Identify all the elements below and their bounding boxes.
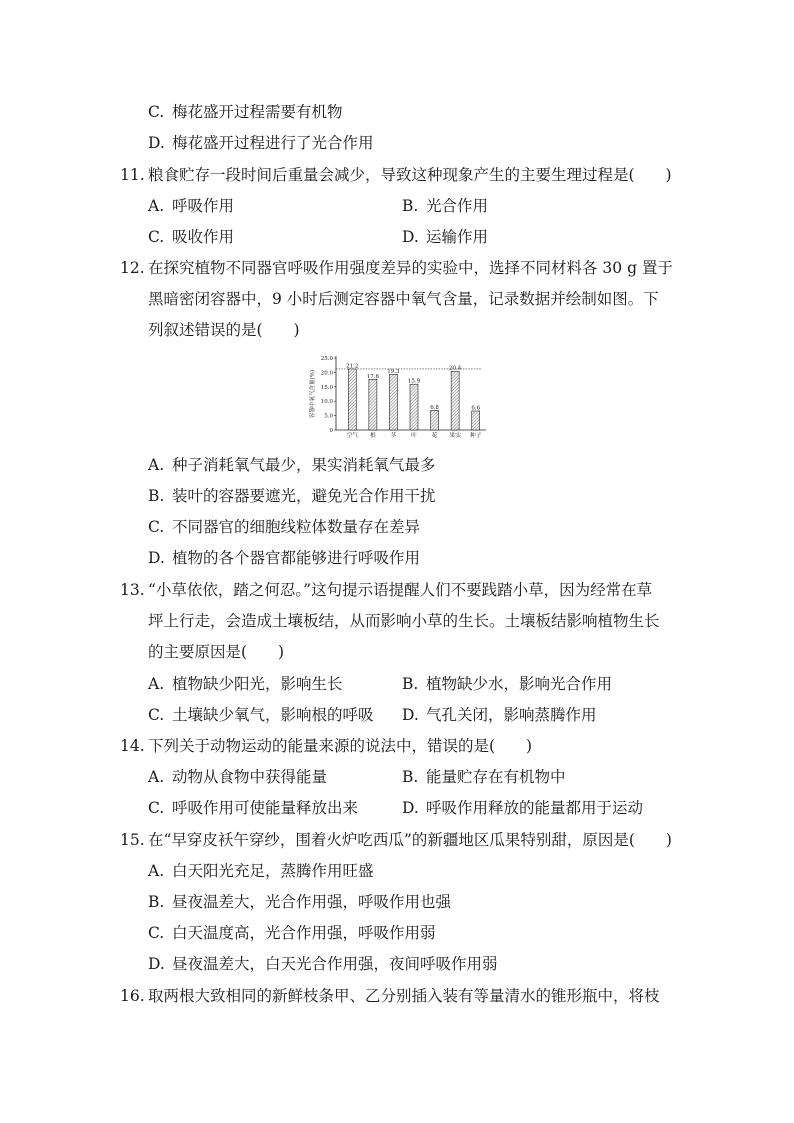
q11-option-b: B. 光合作用 <box>402 197 489 215</box>
q12-option-d: D. 植物的各个器官都能够进行呼吸作用 <box>148 549 421 567</box>
q13-stem-line-3: 的主要原因是( ) <box>148 643 285 661</box>
q11-number: 11. <box>120 166 145 184</box>
bar-花 <box>431 410 439 430</box>
q12-option-b: B. 装叶的容器要遮光，避免光合作用干扰 <box>148 487 436 505</box>
q16-stem: 取两根大致相同的新鲜枝条甲、乙分别插入装有等量清水的锥形瓶中，将枝 <box>148 987 660 1005</box>
q15-number: 15. <box>120 831 145 849</box>
q13-option-d: D. 气孔关闭，影响蒸腾作用 <box>402 706 597 724</box>
bar-value-label: 20.4 <box>449 365 462 372</box>
x-tick-label: 花 <box>431 433 438 439</box>
x-tick-label: 空气 <box>346 433 359 439</box>
bar-果实 <box>451 371 459 430</box>
q14-option-c: C. 呼吸作用可使能量释放出来 <box>148 799 359 817</box>
q11-option-c: C. 吸收作用 <box>148 228 235 246</box>
q16-number: 16. <box>120 987 145 1005</box>
q13-option-a: A. 植物缺少阳光，影响生长 <box>148 675 343 693</box>
q13-option-b: B. 植物缺少水，影响光合作用 <box>402 675 613 693</box>
oxygen-bar-chart <box>306 350 490 442</box>
q13-stem-line-1: “小草依依，踏之何忍。”这句提示语提醒人们不要践踏小草，因为经常在草 <box>148 581 653 599</box>
bar-value-label: 6.8 <box>430 404 439 411</box>
q10-option-d: D. 梅花盛开过程进行了光合作用 <box>148 134 374 152</box>
bar-value-label: 15.9 <box>407 378 421 385</box>
x-tick-label: 根 <box>369 433 376 439</box>
q11-option-d: D. 运输作用 <box>402 228 489 246</box>
bar-茎 <box>389 374 397 430</box>
q15-stem: 在“早穿皮袄午穿纱，围着火炉吃西瓜”的新疆地区瓜果特别甜，原因是( ) <box>148 831 672 849</box>
q13-stem-line-2: 坪上行走，会造成土壤板结，从而影响小草的生长。土壤板结影响植物生长 <box>148 612 660 630</box>
y-axis-label: 容器中氧气含量(%) <box>310 369 316 419</box>
q12-option-a: A. 种子消耗氧气最少，果实消耗氧气最多 <box>148 456 436 474</box>
bar-value-label: 21.2 <box>346 363 359 370</box>
bar-value-label: 6.6 <box>471 405 481 412</box>
q12-option-c: C. 不同器官的细胞线粒体数量存在差异 <box>148 518 421 536</box>
bar-value-label: 17.6 <box>366 373 379 380</box>
q11-option-a: A. 呼吸作用 <box>148 197 235 215</box>
y-tick-label: 25.0 <box>320 356 333 362</box>
y-tick-label: 20.0 <box>320 370 333 377</box>
q14-stem: 下列关于动物运动的能量来源的说法中，错误的是( ) <box>148 737 533 755</box>
q12-stem-line-3: 列叙述错误的是( ) <box>148 321 300 339</box>
x-tick-label: 叶 <box>411 433 417 439</box>
q13-number: 13. <box>120 581 145 599</box>
y-tick-label: 0 <box>329 428 333 434</box>
q14-option-b: B. 能量贮存在有机物中 <box>402 768 566 786</box>
x-tick-label: 种子 <box>469 433 482 439</box>
q12-stem-line-1: 在探究植物不同器官呼吸作用强度差异的实验中，选择不同材料各 30 g 置于 <box>148 259 673 277</box>
bar-根 <box>369 379 377 430</box>
q11-stem: 粮食贮存一段时间后重量会减少，导致这种现象产生的主要生理过程是( ) <box>148 166 672 184</box>
q14-option-a: A. 动物从食物中获得能量 <box>148 768 328 786</box>
x-tick-label: 茎 <box>390 433 397 439</box>
q15-option-c: C. 白天温度高，光合作用强，呼吸作用弱 <box>148 924 436 942</box>
x-tick-label: 果实 <box>449 433 461 439</box>
q15-option-b: B. 昼夜温差大，光合作用强，呼吸作用也强 <box>148 893 452 911</box>
y-tick-label: 10.0 <box>320 399 333 406</box>
y-tick-label: 5.0 <box>324 413 333 420</box>
bar-叶 <box>410 384 418 430</box>
q12-stem-line-2: 黑暗密闭容器中，9 小时后测定容器中氧气含量，记录数据并绘制如图。下 <box>148 290 659 308</box>
q10-option-c: C. 梅花盛开过程需要有机物 <box>148 103 343 121</box>
q12-number: 12. <box>120 259 145 277</box>
y-tick-label: 15.0 <box>320 384 333 391</box>
bar-空气 <box>348 369 356 430</box>
bar-value-label: 19.3 <box>387 368 400 375</box>
bar-种子 <box>472 411 480 430</box>
q15-option-d: D. 昼夜温差大，白天光合作用强，夜间呼吸作用弱 <box>148 955 498 973</box>
q13-option-c: C. 土壤缺少氧气，影响根的呼吸 <box>148 706 374 724</box>
q14-number: 14. <box>120 737 145 755</box>
q15-option-a: A. 白天阳光充足，蒸腾作用旺盛 <box>148 862 374 880</box>
q14-option-d: D. 呼吸作用释放的能量都用于运动 <box>402 799 644 817</box>
